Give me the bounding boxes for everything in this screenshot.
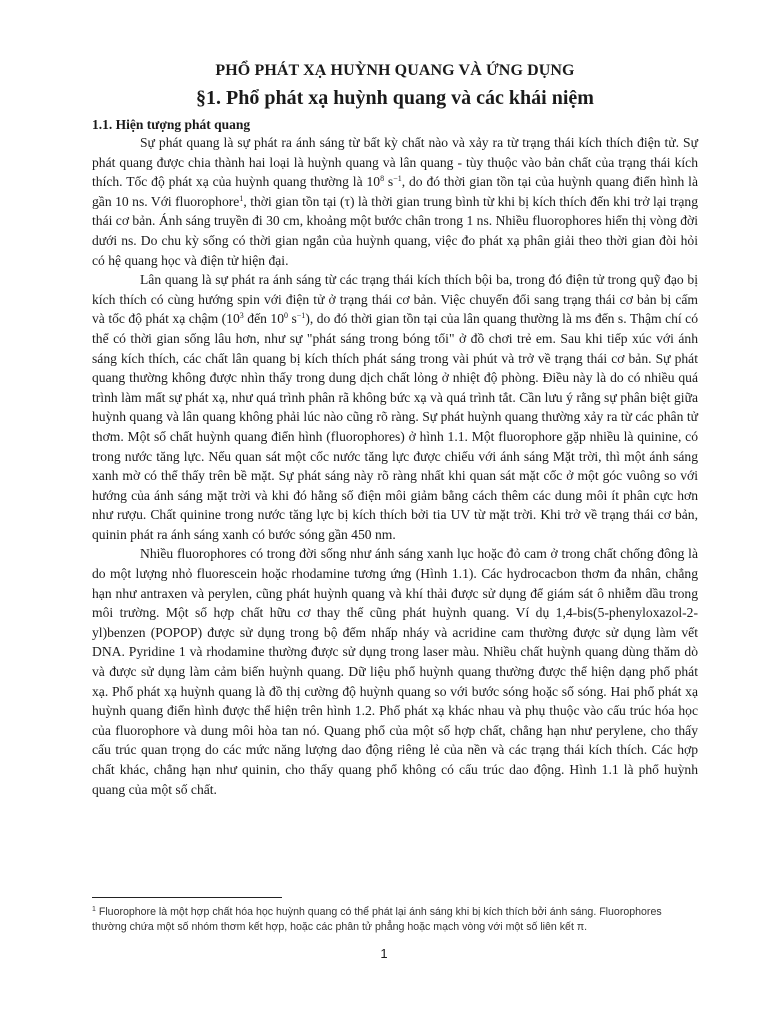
section-heading: 1.1. Hiện tượng phát quang bbox=[92, 117, 251, 132]
footnote-text: Fluorophore là một hợp chất hóa học huỳnh quang có thể phát lại ánh sáng khi bị kích thích bởi ánh sáng. Fluorophores thường chứa một số nhóm thơm kết hợp, hoặc các phân tử phẳng hoặc mạch vòng với một số liên kết π. bbox=[92, 906, 662, 933]
paragraph-phosphorescence: Lân quang là sự phát ra ánh sáng từ các trạng thái kích thích bội ba, trong đó điện tử trong quỹ đạo bị kích thích có cùng hướng spin với điện tử ở trạng thái cơ bản. Việc chuyển đổi sang trạng thái cơ bản bị cấm và tốc độ phát xạ chậm ($10^3$ đến $10^0$ $s^{-1}$), do đó thời gian tồn tại của lân quang thường là ms đến s. Thậm chí có thể có thời gian sống lâu hơn, như sự "phát sáng trong bóng tối" ở đồ chơi trẻ em. Sau khi tiếp xúc với ánh sáng kích thích, các chất lân quang bị kích thích phát sáng trong vài phút và trở về trạng thái cơ bản. Sự phát quang thường không được nhìn thấy trong dung dịch chất lỏng ở nhiệt độ phòng. Điều này là do có nhiều quá trình làm mất sự phát xạ, như quá trình phân rã không bức xạ và quá trình tắt. Cần lưu ý rằng sự phân biệt giữa huỳnh quang và lân quang không phải lúc nào cũng rõ ràng. Sự phát huỳnh quang thường xảy ra từ các phân tử thơm. Một số chất huỳnh quang điển hình (fluorophores) ở hình 1.1. Một fluorophore gặp nhiều là quinine, có trong nước tăng lực. Nếu quan sát một cốc nước tăng lực được chiếu với ánh sáng Mặt trời, thì một ánh sáng xanh mờ có thể thấy trên bề mặt. Sự phát sáng này rõ ràng nhất khi quan sát mặt cốc ở một góc vuông so với hướng của ánh sáng mặt trời và khi đó hằng số điện môi giảm bằng cách thêm các dung môi ít phân cực hơn như rượu. Chất quinine trong nước tăng lực bị kích thích bởi tia UV từ mặt trời. Khi trở về trạng thái cơ bản, quinin phát ra ánh sáng xanh có bước sóng gần 450 nm. bbox=[92, 272, 698, 542]
footnote-reference: 1 bbox=[239, 193, 244, 203]
document-title: PHỔ PHÁT XẠ HUỲNH QUANG VÀ ỨNG DỤNG bbox=[215, 62, 575, 79]
body-text bbox=[92, 133, 698, 799]
page-number: 1 bbox=[380, 946, 388, 961]
paragraph-fluorophores: Nhiều fluorophores có trong đời sống như ánh sáng xanh lục hoặc đỏ cam ở trong chất chống đông là do một lượng nhỏ fluorescein hoặc rhodamine tương ứng (Hình 1.1). Các hydrocacbon thơm đa nhân, chẳng hạn như antraxen và perylen, cũng phát huỳnh quang và khí thải được sử dụng để giám sát ô nhiễm dầu trong môi trường. Một số hợp chất hữu cơ thay thế cũng phát huỳnh quang. Ví dụ 1,4-bis(5-phenyloxazol-2-yl)benzen (POPOP) được sử dụng trong bộ đếm nhấp nháy và acridine cam thường được sử dụng làm vết DNA. Pyridine 1 và rhodamine thường được sử dụng trong laser màu. Nhiều chất huỳnh quang dùng thăm dò và được sử dụng làm cảm biến huỳnh quang. Dữ liệu phổ huỳnh quang thường được thể hiện dạng phổ phát xạ. Phổ phát xạ huỳnh quang là đồ thị cường độ huỳnh quang so với bước sóng hoặc số sóng. Hai phổ phát xạ huỳnh quang điển hình được thể hiện trên hình 1.2. Phổ phát xạ khác nhau và phụ thuộc vào cấu trúc hóa học của fluorophore và dung môi hòa tan nó. Quang phổ của một số hợp chất, chẳng hạn như perylene, cho thấy cấu trúc quan trọng do các mức năng lượng dao động riêng lẻ của nền và các trạng thái kích thích. Các hợp chất khác, chẳng hạn như quinin, cho thấy quang phổ không có cấu trúc dao động. Hình 1.1 là phổ huỳnh quang của một số chất. bbox=[92, 546, 698, 797]
footnote bbox=[92, 905, 696, 935]
paragraph-fluorescence: Sự phát quang là sự phát ra ánh sáng từ bất kỳ chất nào và xảy ra từ trạng thái kích thích điện tử. Sự phát quang được chia thành hai loại là huỳnh quang và lân quang - tùy thuộc vào bản chất của trạng thái kích thích. Tốc độ phát xạ của huỳnh quang thường là $10^8$ $s^{-1}$, do đó thời gian tồn tại của huỳnh quang điển hình là gần 10 ns. Với fluorophore$^1$, thời gian tồn tại (τ) là thời gian trung bình từ khi bị kích thích đến khi trở lại trạng thái cơ bản. Ánh sáng truyền đi 30 cm, khoảng một bước chân trong 1 ns. Nhiều fluorophores hiển thị vòng đời dưới ns. Do chu kỳ sống có thời gian ngắn của huỳnh quang, việc đo phát xạ phân giải theo thời gian đòi hỏi có hệ quang học và điện tử hiện đại. bbox=[92, 135, 698, 268]
chapter-heading: §1. Phổ phát xạ huỳnh quang và các khái niệm bbox=[196, 87, 594, 109]
footnote-marker: 1 bbox=[92, 906, 96, 913]
footnote-divider bbox=[92, 897, 282, 898]
